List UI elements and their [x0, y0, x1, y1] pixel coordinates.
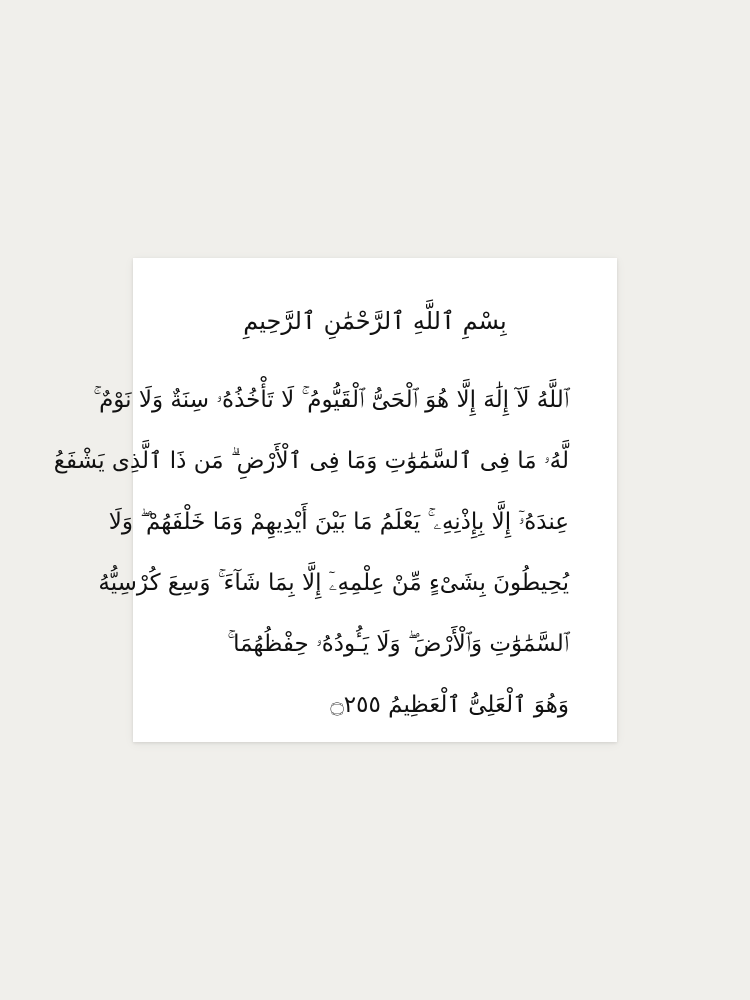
verse-line-2: لَّهُۥ مَا فِى ٱلسَّمَٰوَٰتِ وَمَا فِى ٱلْأَرْضِ ۗ مَن ذَا ٱلَّذِى يَشْفَعُ	[53, 448, 569, 474]
verse-line-4: يُحِيطُونَ بِشَىْءٍ مِّنْ عِلْمِهِۦٓ إِلَّا بِمَا شَآءَ ۚ وَسِعَ كُرْسِيُّهُ	[98, 570, 569, 596]
verse-line-3: عِندَهُۥٓ إِلَّا بِإِذْنِهِۦ ۚ يَعْلَمُ مَا بَيْنَ أَيْدِيهِمْ وَمَا خَلْفَهُمْ ۖ وَلَا	[108, 509, 569, 535]
verse-text	[53, 370, 569, 736]
photo-print	[53, 258, 617, 742]
verse-line-5: ٱلسَّمَٰوَٰتِ وَٱلْأَرْضَ ۖ وَلَا يَـُٔودُهُۥ حِفْظُهُمَا ۚ	[227, 631, 569, 657]
basmala-calligraphy: بِسْمِ ٱللَّهِ ٱلرَّحْمَٰنِ ٱلرَّحِيمِ	[243, 307, 507, 335]
verse-line-6: وَهُوَ ٱلْعَلِىُّ ٱلْعَظِيمُ ۝٢٥٥	[330, 692, 569, 718]
verse-line-1: ٱللَّهُ لَآ إِلَٰهَ إِلَّا هُوَ ٱلْحَىُّ ٱلْقَيُّومُ ۚ لَا تَأْخُذُهُۥ سِنَةٌ وَلَا نَوْمٌ ۚ	[93, 387, 569, 413]
